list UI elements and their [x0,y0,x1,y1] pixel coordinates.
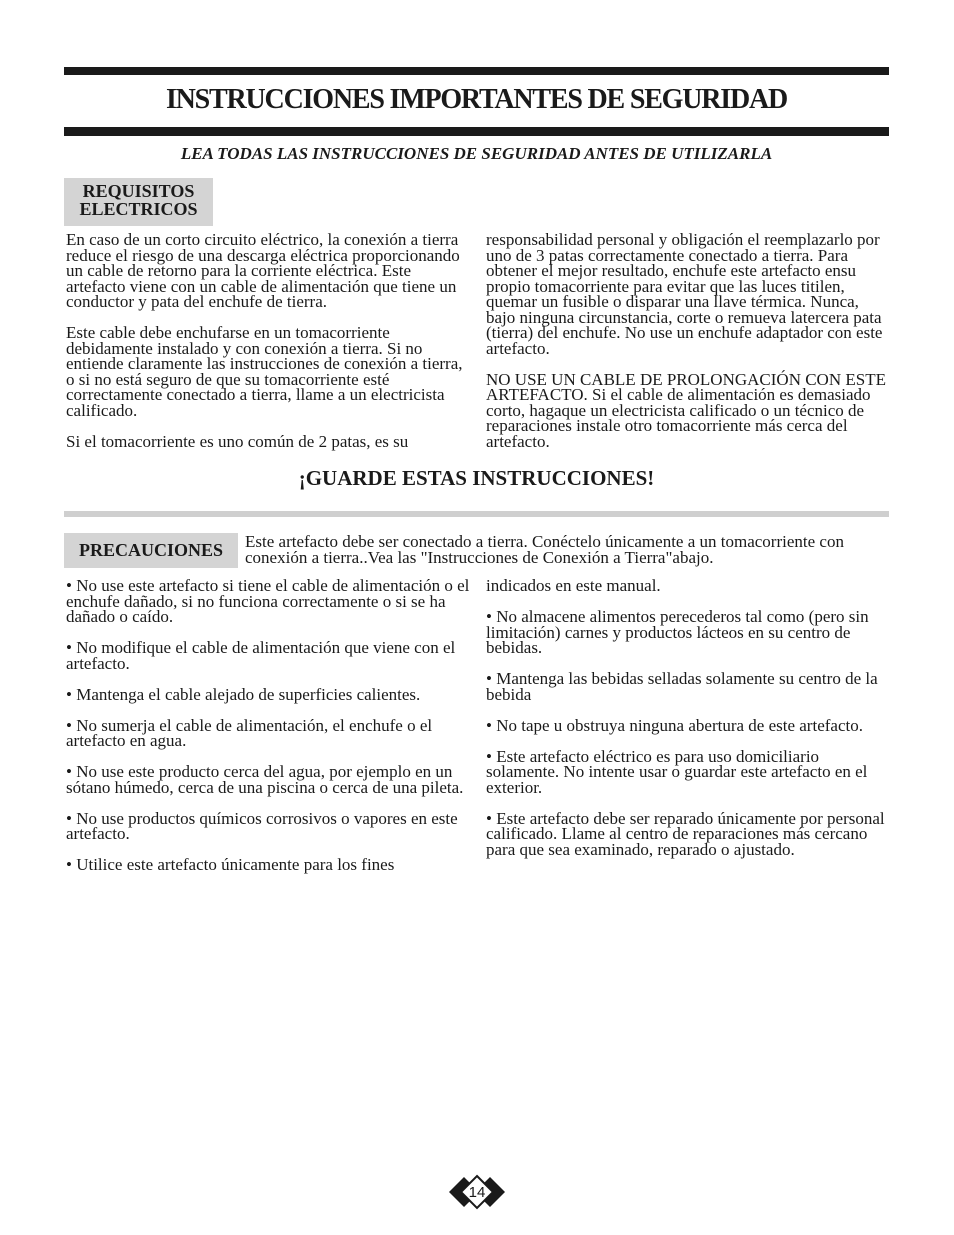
precaution-item: • No use productos químicos corrosivos o vapores en este artefacto. [66,808,458,843]
precaution-item: • Mantenga el cable alejado de superficies calientes. [66,684,421,704]
precautions-tag: PRECAUCIONES [64,533,238,568]
precaution-item: • Mantenga las bebidas selladas solamente su centro de la bebida [486,669,878,704]
electrical-tag-line1: REQUISITOS [82,181,195,201]
precaution-item: • No sumerja el cable de alimentación, el enchufe o el artefacto en agua. [66,715,433,750]
electrical-requirements-tag [64,178,213,226]
page-title: INSTRUCCIONES IMPORTANTES DE SEGURIDAD [165,84,788,115]
page-subtitle: LEA TODAS LAS INSTRUCCIONES DE SEGURIDAD ANTES DE UTILIZARLA [180,144,773,163]
precaution-item: • No almacene alimentos perecederos tal como (pero sin limitación) carnes y productos lácteos en su centro de bebidas. [486,607,869,657]
precaution-item: • No use este producto cerca del agua, por ejemplo en un sótano húmedo, cerca de una piscina o cerca de una pileta. [66,762,464,797]
page-number-badge [447,1173,507,1211]
precaution-item: • Este artefacto eléctrico es para uso domiciliario solamente. No intente usar o guardar este artefacto en el exterior. [486,746,868,797]
electrical-paragraph: En caso de un corto circuito eléctrico, la conexión a tierra reduce el riesgo de una descarga eléctrica proporcionando un cable de retorno para la corriente eléctrica. Este artefacto viene con un cable de alimentación que tiene un conductor y pata del enchufe de tierra. [66,230,460,311]
precautions-left-column [66,578,474,888]
save-instructions-heading: ¡GUARDE ESTAS INSTRUCCIONES! [298,466,655,490]
precautions-right-column [486,578,891,873]
electrical-paragraph: Este cable debe enchufarse en un tomacorriente debidamente instalado y con conexión a tierra. Si no entiende claramente las instrucciones de conexión a tierra, o si no está seguro de que su tomacorriente esté correctamente conectado a tierra, llame a un electricista calificado. [66,323,463,420]
electrical-paragraph: responsabilidad personal y obligación el reemplazarlo por uno de 3 patas correctamente conectado a tierra. Para obtener el mejor resultado, enchufe este artefacto ensu propio tomacorriente para evitar que las luces titilen, quemar un fusible o disparar una llave térmica. Nunca, bajo ninguna circunstancia, corte o remueva latercera pata (tierra) del enchufe. No use un enchufe adaptador con este artefacto. [486,230,883,358]
title-underline-rule [64,127,889,136]
top-rule [64,67,889,75]
electrical-paragraph: Si el tomacorriente es uno común de 2 patas, es su [66,431,409,451]
electrical-paragraph: NO USE UN CABLE DE PROLONGACIÓN CON ESTE ARTEFACTO. Si el cable de alimentación es demasiado corto, hagaque un electricista calificado o un técnico de reparaciones instale otro tomacorriente más cerca del artefacto. [486,369,886,451]
precaution-item: • No use este artefacto si tiene el cable de alimentación o el enchufe dañado, si no funciona correctamente o si se ha dañado o caído. [66,576,470,626]
electrical-left-column [66,232,474,465]
electrical-right-column [486,232,891,465]
precaution-item: • No modifique el cable de alimentación que viene con el artefacto. [66,638,456,673]
electrical-tag-line2: ELECTRICOS [79,199,198,219]
page-number: 14 [468,1184,486,1201]
precaution-item: • Utilice este artefacto únicamente para los fines [66,855,395,874]
precaution-item: • No tape u obstruya ninguna abertura de este artefacto. [486,715,863,735]
section-divider [64,511,889,517]
precaution-item: • Este artefacto debe ser reparado únicamente por personal calificado. Llame al centro de reparaciones más cercano para que sea examinado, reparado o ajustado. [486,808,885,859]
precaution-item: indicados en este manual. [486,576,661,595]
precautions-intro: Este artefacto debe ser conectado a tierra. Conéctelo únicamente a un tomacorriente con conexión a tierra..Vea las "Instrucciones de Conexión a Tierra"abajo. [245,532,844,567]
